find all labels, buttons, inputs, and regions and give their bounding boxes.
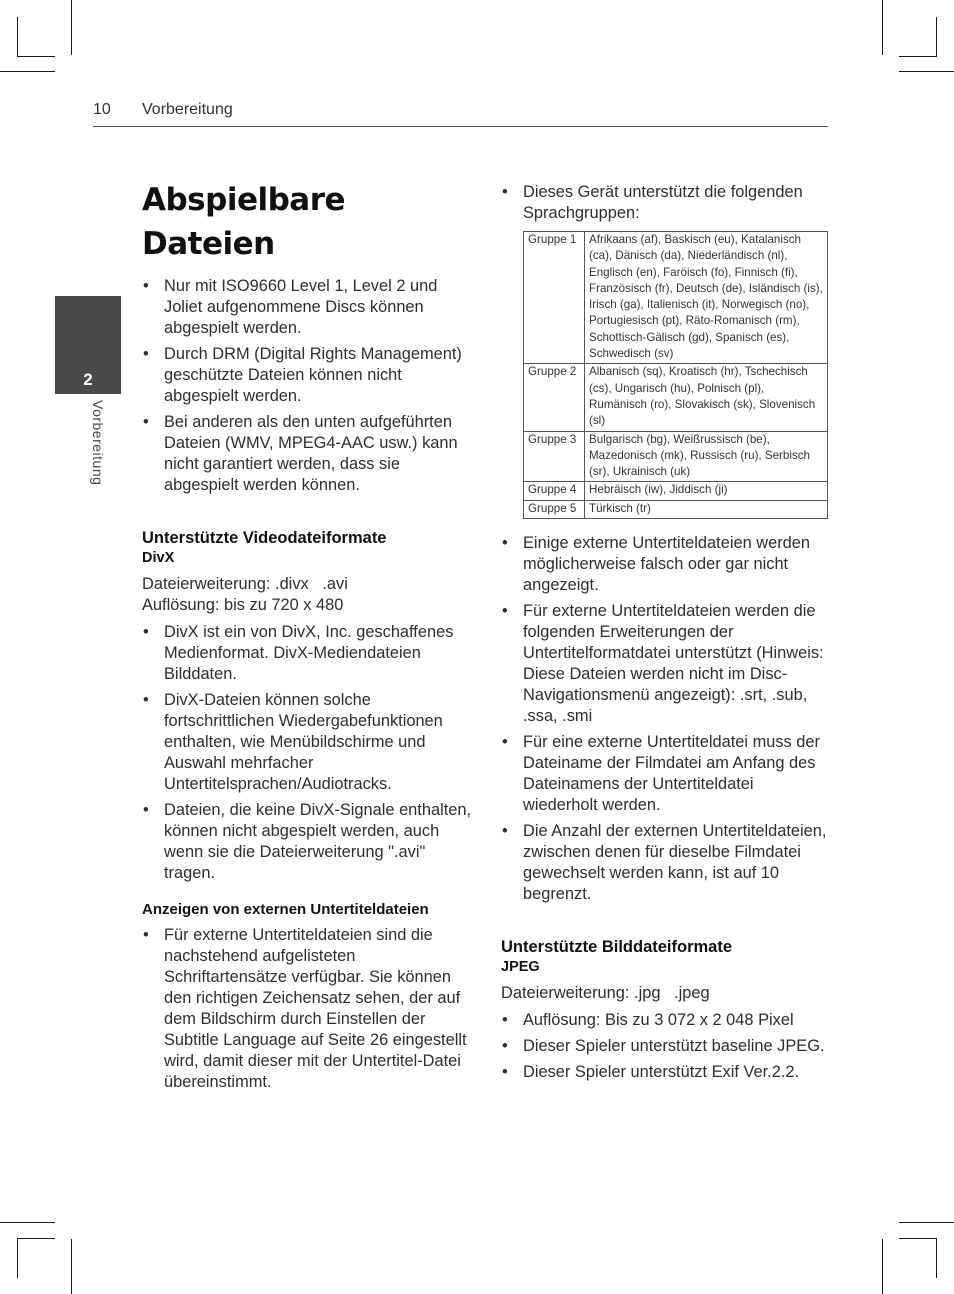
languages-cell: Afrikaans (af), Baskisch (eu), Katalanisch (ca), Dänisch (da), Niederländisch (nl), Englisch (en), Faröisch (fo), Finnisch (fi), Französisch (fr), Deutsch (de), Isländisch (is), Irisch (ga), Italienisch (it), Norwegisch (no), Portugiesisch (pt), Räto-Romanisch (rm), Schottisch-Gälisch (gd), Spanisch (es), Schwedisch (sv) bbox=[585, 232, 828, 364]
crop-mark bbox=[936, 1238, 937, 1278]
language-intro-list bbox=[501, 182, 831, 224]
group-cell: Gruppe 3 bbox=[524, 431, 585, 482]
page-number: 10 bbox=[93, 101, 111, 118]
crop-mark bbox=[899, 56, 937, 57]
header-rule bbox=[93, 126, 828, 127]
divx-resolution: Auflösung: bis zu 720 x 480 bbox=[142, 596, 344, 614]
crop-mark bbox=[71, 0, 72, 55]
list-item: • Auflösung: Bis zu 3 072 x 2 048 Pixel bbox=[501, 1010, 831, 1031]
list-item: • Dieser Spieler unterstützt Exif Ver.2.2. bbox=[501, 1062, 831, 1083]
chapter-label bbox=[90, 400, 110, 510]
list-item: • Nur mit ISO9660 Level 1, Level 2 und Joliet aufgenommene Discs können abgespielt werden. bbox=[142, 276, 477, 339]
crop-mark bbox=[882, 0, 883, 55]
chapter-tab bbox=[55, 296, 121, 394]
table-row bbox=[524, 232, 828, 364]
chapter-label-text: Vorbereitung bbox=[90, 400, 106, 486]
crop-mark bbox=[0, 71, 55, 72]
running-header: Vorbereitung bbox=[142, 101, 233, 118]
subheading-subtitles: Anzeigen von externen Untertiteldateien bbox=[142, 901, 429, 918]
chapter-number: 2 bbox=[83, 370, 93, 389]
right-column bbox=[501, 182, 831, 1088]
divx-list bbox=[142, 622, 477, 884]
jpeg-list bbox=[501, 1010, 831, 1083]
list-item: • Die Anzahl der externen Untertiteldateien, zwischen denen für dieselbe Filmdatei gewechselt werden kann, ist auf 10 begrenzt. bbox=[501, 821, 831, 905]
subheading-jpeg: JPEG bbox=[501, 959, 540, 976]
list-item: • DivX-Dateien können solche fortschrittlichen Wiedergabefunktionen enthalten, wie Menübildschirme und Auswahl mehrfacher Untertitelsprachen/Audiotracks. bbox=[142, 690, 477, 795]
table-row bbox=[524, 364, 828, 431]
crop-mark bbox=[899, 1238, 937, 1239]
crop-mark bbox=[882, 1239, 883, 1294]
list-item: • Durch DRM (Digital Rights Management) geschützte Dateien können nicht abgespielt werden. bbox=[142, 344, 477, 407]
languages-cell: Hebräisch (iw), Jiddisch (ji) bbox=[585, 482, 828, 500]
table-row bbox=[524, 482, 828, 500]
page-title: Abspielbare Dateien bbox=[142, 182, 346, 262]
crop-mark bbox=[17, 1238, 18, 1278]
list-item: • Dieses Gerät unterstützt die folgenden Sprachgruppen: bbox=[501, 182, 831, 224]
list-item: • Dieser Spieler unterstützt baseline JPEG. bbox=[501, 1036, 831, 1057]
group-cell: Gruppe 2 bbox=[524, 364, 585, 431]
language-group-table bbox=[523, 231, 828, 519]
list-item: • Für externe Untertiteldateien sind die nachstehend aufgelisteten Schriftartensätze verfügbar. Sie können den richtigen Zeichensatz sehen, der auf dem Bildschirm durch Einstellen der Subtitle Language auf Seite 26 eingestellt wird, damit dieser mit der Untertitel-Datei übereinstimmt. bbox=[142, 925, 477, 1093]
divx-extension: Dateierweiterung: .divx .avi bbox=[142, 575, 348, 593]
crop-mark bbox=[17, 17, 18, 57]
subheading-divx: DivX bbox=[142, 550, 175, 566]
crop-mark bbox=[899, 71, 954, 72]
crop-mark bbox=[17, 56, 55, 57]
list-item: • DivX ist ein von DivX, Inc. geschaffenes Medienformat. DivX-Mediendateien Bilddaten. bbox=[142, 622, 477, 685]
list-item: • Für eine externe Untertiteldatei muss der Dateiname der Filmdatei am Anfang des Dateinamens der Untertiteldatei wiederholt werden. bbox=[501, 732, 831, 816]
group-cell: Gruppe 5 bbox=[524, 500, 585, 518]
left-column bbox=[142, 178, 477, 1098]
list-item: • Dateien, die keine DivX-Signale enthalten, können nicht abgespielt werden, auch wenn sie die Dateierweiterung ".avi" tragen. bbox=[142, 800, 477, 884]
jpeg-extension: Dateierweiterung: .jpg .jpeg bbox=[501, 984, 710, 1003]
external-subtitle-list bbox=[501, 533, 831, 905]
crop-mark bbox=[0, 1222, 55, 1223]
list-item: • Einige externe Untertiteldateien werden möglicherweise falsch oder gar nicht angezeigt. bbox=[501, 533, 831, 596]
group-cell: Gruppe 4 bbox=[524, 482, 585, 500]
group-cell: Gruppe 1 bbox=[524, 232, 585, 364]
subtitle-font-list bbox=[142, 925, 477, 1093]
table-row bbox=[524, 431, 828, 482]
crop-mark bbox=[71, 1239, 72, 1294]
crop-mark bbox=[899, 1222, 954, 1223]
table-row bbox=[524, 500, 828, 518]
languages-cell: Albanisch (sq), Kroatisch (hr), Tschechisch (cs), Ungarisch (hu), Polnisch (pl), Rumänisch (ro), Slovakisch (sk), Slovenisch (sl) bbox=[585, 364, 828, 431]
section-heading-video: Unterstützte Videodateiformate bbox=[142, 529, 387, 547]
languages-cell: Türkisch (tr) bbox=[585, 500, 828, 518]
intro-list bbox=[142, 276, 477, 496]
list-item: • Für externe Untertiteldateien werden die folgenden Erweiterungen der Untertitelformatdatei unterstützt (Hinweis: Diese Dateien werden nicht im Disc-Navigationsmenü angezeigt): .srt, .sub, .ssa, .smi bbox=[501, 601, 831, 727]
section-heading-images: Unterstützte Bilddateiformate bbox=[501, 938, 733, 957]
list-item: • Bei anderen als den unten aufgeführten Dateien (WMV, MPEG4-AAC usw.) kann nicht garantiert werden, dass sie abgespielt werden können. bbox=[142, 412, 477, 496]
crop-mark bbox=[936, 17, 937, 57]
crop-mark bbox=[17, 1238, 55, 1239]
languages-cell: Bulgarisch (bg), Weißrussisch (be), Mazedonisch (mk), Russisch (ru), Serbisch (sr), Ukrainisch (uk) bbox=[585, 431, 828, 482]
